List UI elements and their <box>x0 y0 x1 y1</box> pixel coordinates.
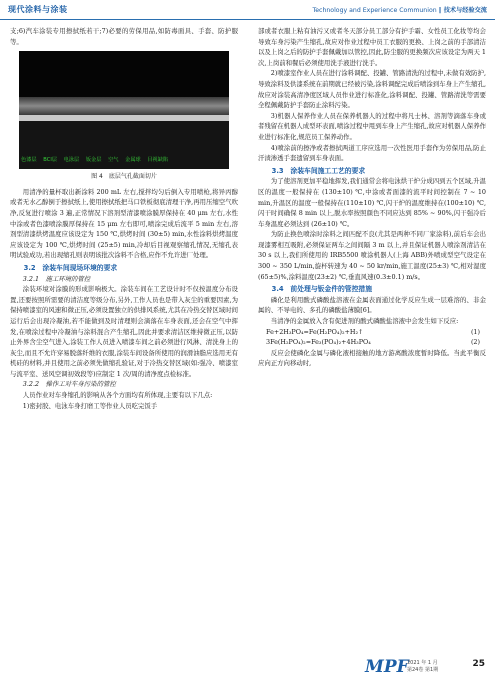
paragraph: 支;6)汽车涂装专用擦拭纸若干;7)必要的劳保用品,如防毒面具、手套、防护服等。 <box>10 27 238 46</box>
paragraph: 3)机器人保养作业人员在保养机器人的过程中将凡士林、溶剂等滴落车身或者残留在机器人成型环表面,喷涂过程中甩到车身上产生缩孔,故应对机器人保养作业进行标准化,规范员工保养动作。 <box>258 111 486 141</box>
paragraph: 当清净的金属放入含有促进剂的酸式磷酸盐溶液中会发生如下反应: <box>270 317 459 326</box>
paragraph: 涂装环境对涂膜的形成影响极大。涂装车间在工艺设计时不仅按温度分布设置,还要按照所需要的清洁度等级分布,另外,工作人员也是带入灰尘的重要因素,为保持喷漆室的风速和微正压,必须设置独立的供排风系统,尤其在冷热交替区域时间运行后会出现冷凝油,若不能做到及时清理则会滴落在车身表面,还会在空气中挥发,在喷涂过程中冷凝油与涂料混合产生缩孔,因此并要求清洁区维持微正压,以防止外界含尘空气进入,涂装工作人员进入喷漆车间之前必须进行风淋、清洗身上的灰尘,而且不允许穿易脱落纤维的衣服,涂装车间设备所使用的润滑油脂应选用无有机硅的材料,并且使用之前必须先做缩孔验证,对于冷热交替区域(如:强冷、喷漆室与流平室、送风空调初效段等)应制定 1 次/周的清净度点检标准。 <box>10 285 238 378</box>
figure-caption: 图 4 底层气孔截面切片 <box>91 173 157 181</box>
paragraph: 4)喷涂前的擦净或者擦拭两道工序应选用一次性医用手套作为劳保用品,防止汗渍渗透手套遗留到车身表面。 <box>258 143 486 163</box>
section-heading: 3.3 涂装车间施工工艺的要求 <box>271 166 366 175</box>
equation-text: 3Fe(H₂PO₄)₂=Fe₃(PO₄)₂+4H₃PO₄ <box>266 338 371 347</box>
paragraph: 1)密封胶、电泳车身打磨工等作业人员吃完饭手 <box>22 401 158 410</box>
paragraph: 人员作业对车身缩孔的影响从各个方面均有所体现,主要有以下几点: <box>22 391 213 400</box>
subsection-heading: 3.2.1 施工环境的管控 <box>22 274 91 283</box>
page-number: 25 <box>472 659 485 669</box>
journal-title: 现代涂料与涂装 <box>8 5 68 14</box>
figure-label: BCl层 <box>43 156 57 163</box>
figure-label: 目视缺陷 <box>147 156 169 163</box>
right-column <box>258 26 486 369</box>
paragraph: 为防止换色喷涂时涂料之间匹配不良(尤其是两种不同厂家涂料),前后车会出现漆雾相互吸附,必须保证两车之间间隔 3 m 以上,并且保证机器人喷涂剂清洁在 30 s 以上,我们所使用的 IRB5500 喷涂机器人(上海 ABB)外喷成型空气设定在 300 ~ 350 L/min,旋杯转速为 40 ~ 50 kr/min,施工温度(25±3) ℃,相对湿度(65±5)%,涂料温度(23±2) ℃,垂直风速(0.3±0.1) m/s。 <box>258 230 486 281</box>
cross-section-figure <box>19 51 229 169</box>
section-title-en: Technology and Experience Communion <box>312 7 437 14</box>
page-footer <box>365 657 485 679</box>
figure-label: 色漆层 <box>21 156 37 163</box>
section-title: Technology and Experience Communion ‖ 技术与经验交流 <box>312 7 487 14</box>
figure-label: 电泳层 <box>63 156 80 163</box>
issue-volume: 第24卷 第1期 <box>407 667 439 673</box>
paragraph: 磷化是利用酸式磷酸盐溶液在金属表面通过化学反应生成一层难溶的、非金属的、不导电的、多孔的磷酸盐薄膜[6]。 <box>258 295 486 315</box>
journal-logo: MPF <box>365 657 409 677</box>
equation-number: (1) <box>470 327 480 336</box>
figure-labels <box>21 155 173 166</box>
paragraph: 用清净的量杯取出新涂料 200 mL 左右,搅拌均匀后倒入专用喷枪,将异丙醇或者无水乙醇倒于擦拭纸上,使用擦拭纸把马口铁板彻底清理干净,再用压缩空气吹净,反复进行喷涂 3 遍,正常情况下溶剂型清漆喷涂膜厚保持在 40 μm 左右,水性中涂或者色漆喷涂膜厚保持在 15 μm 左右即可,喷涂完成后流平 5 min 左右,溶剂型清漆烘烤温度应该设定为 150 ℃,烘烤时间 (30±5) min,水性涂料烘烤温度应该设定为 100 ℃,烘烤时间 (25±5) min,冷却后目视观察缩孔情况,无缩孔表明试验成功,若出现缩孔则表明该批次涂料不合格,应作不允许进厂处理。 <box>10 187 238 260</box>
issue-date: 2021 年 1 月 <box>407 660 438 666</box>
subsection-heading: 3.2.2 操作工对车身污染的管控 <box>22 380 116 389</box>
chemical-equation-2 <box>258 337 486 348</box>
figure-label: 空气 <box>108 156 119 163</box>
figure-label: 钣金层 <box>85 156 102 163</box>
page-header <box>0 0 495 20</box>
paragraph: 反应会使磷化金属与磷化液相接触的地方游离酸浓度暂时降低。当此平衡反应向正方向移动时, <box>258 348 486 368</box>
section-title-cn: 技术与经验交流 <box>443 7 487 14</box>
left-column <box>10 26 238 411</box>
figure-label: 金属球 <box>125 156 141 163</box>
section-heading: 3.4 前处理与钣金件的管控措施 <box>271 285 372 294</box>
equation-number: (2) <box>470 338 480 347</box>
issue-info <box>407 660 438 674</box>
paragraph: 为了使溶剂更加平稳地挥发,我们通常会将电泳烘干炉分成四到五个区域,升温区的温度一般保持在 (130±10) ℃,中涂或者面漆的流平时间控制在 7 ~ 10 min,升温区的温度一般保持在(110±10) ℃,闪干炉的温度维持在(100±10) ℃,闪干时间确保 8 min 以上,脱水率按照颜色不同应达到 85% ~ 90%,闪干强冷后车身温度必须达到 (26±10) ℃。 <box>258 177 486 228</box>
paragraph: 2)喷漆室作业人员在进行涂料调配、投罐、管路清洗的过程中,未做有效防护,导致涂料及供漆系统在前期就已经被污染,涂料调配完成后喷涂到车身上产生缩孔,故应对涂装高清净度区域人员作业进行标准化,涂料调配、投罐、管路清洗等需要全程佩戴防护手套防止涂料污染。 <box>258 69 486 110</box>
equation-text: Fe+2H₃PO₄=Fe(H₂PO₄)₂+H₂↑ <box>266 327 364 336</box>
section-heading: 3.2 涂装车间现场环境的要求 <box>23 263 118 272</box>
paragraph: 部或者衣服上粘有油污又或者冬天部分员工部分有护手霜、女性员工化妆等均会导致车身污染产生缩孔,故应对作业过程中员工衣服的更换、上岗之前的手部清洁以及上岗之后的防护手套佩戴加以管控,因此,防尘服的更换频次应该设定为两天 1 次,上岗前和餐后必须使用洗手液进行洗手。 <box>258 27 486 67</box>
chemical-equation-1 <box>258 327 486 338</box>
